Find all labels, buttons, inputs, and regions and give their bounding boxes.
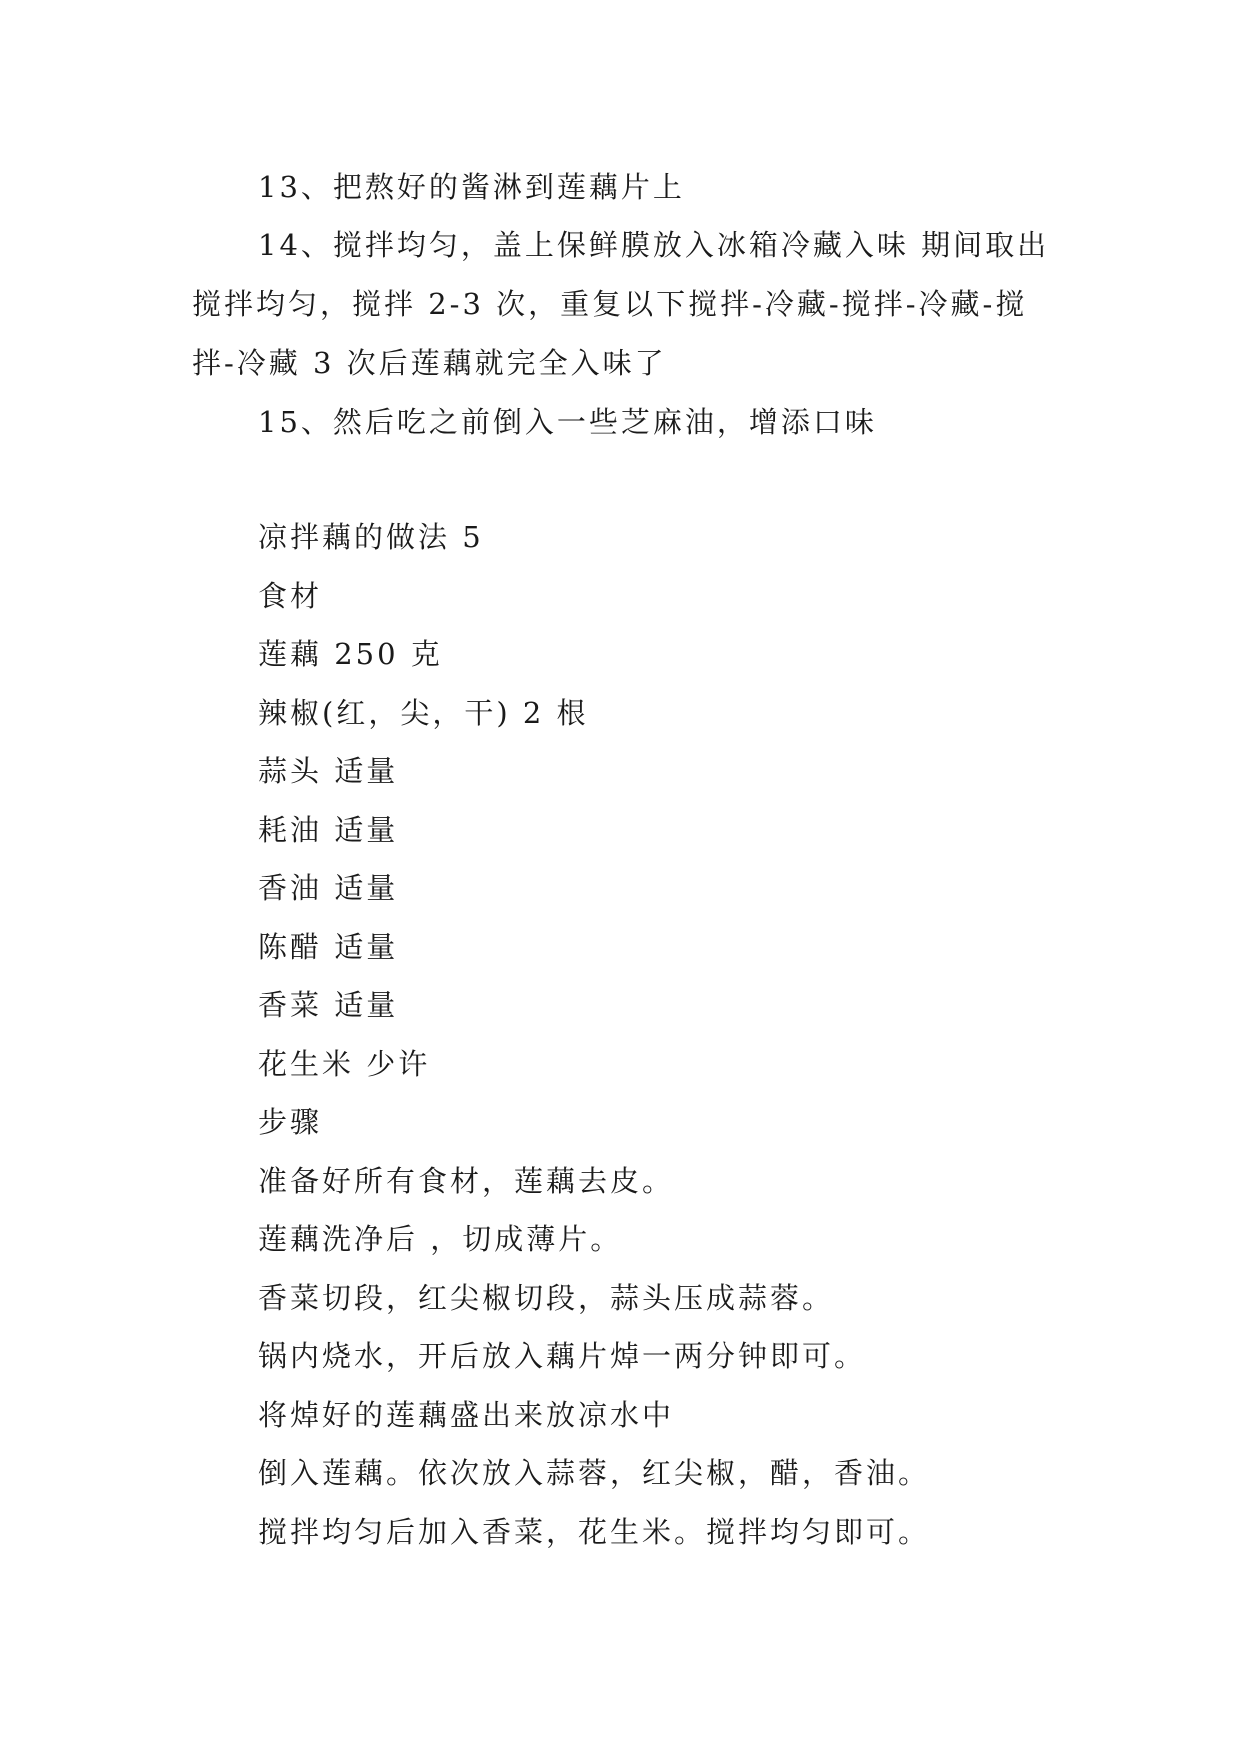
ingredient-item: 辣椒(红，尖，干) 2 根 (258, 695, 589, 730)
ingredient-item: 香菜 适量 (258, 988, 399, 1022)
recipe-step: 香菜切段，红尖椒切段，蒜头压成蒜蓉。 (258, 1280, 835, 1315)
section-gap (192, 451, 1062, 508)
recipe-title: 凉拌藕的做法 5 (258, 520, 484, 554)
recipe-step: 倒入莲藕。依次放入蒜蓉，红尖椒，醋，香油。 (258, 1456, 931, 1490)
recipe-step: 将焯好的莲藕盛出来放凉水中 (258, 1397, 675, 1432)
recipe-step: 锅内烧水，开后放入藕片焯一两分钟即可。 (258, 1339, 867, 1373)
ingredient-item: 耗油 适量 (258, 812, 399, 847)
ingredient-item: 香油 适量 (258, 871, 399, 905)
recipe-step: 搅拌均匀后加入香菜，花生米。搅拌均匀即可。 (258, 1514, 931, 1549)
recipe-section (192, 508, 1062, 1561)
ingredients-heading: 食材 (258, 578, 323, 613)
step-15: 15、然后吃之前倒入一些芝麻油，增添口味 (258, 405, 877, 439)
steps-heading: 步骤 (258, 1105, 323, 1139)
step-13: 13、把熬好的酱淋到莲藕片上 (258, 170, 685, 204)
ingredient-item: 莲藕 250 克 (258, 637, 443, 671)
recipe-step: 准备好所有食材，莲藕去皮。 (258, 1163, 675, 1198)
document-page (192, 158, 1062, 1561)
ingredient-item: 花生米 少许 (258, 1046, 431, 1081)
step-14: 14、搅拌均匀，盖上保鲜膜放入冰箱冷藏入味 期间取出搅拌均匀，搅拌 2-3 次，重复以下搅拌-冷藏-搅拌-冷藏-搅拌-冷藏 3 次后莲藕就完全入味了 (192, 228, 1050, 380)
ingredient-item: 陈醋 适量 (258, 929, 399, 964)
recipe-step: 莲藕洗净后 ，切成薄片。 (258, 1222, 623, 1256)
ingredient-item: 蒜头 适量 (258, 754, 399, 788)
